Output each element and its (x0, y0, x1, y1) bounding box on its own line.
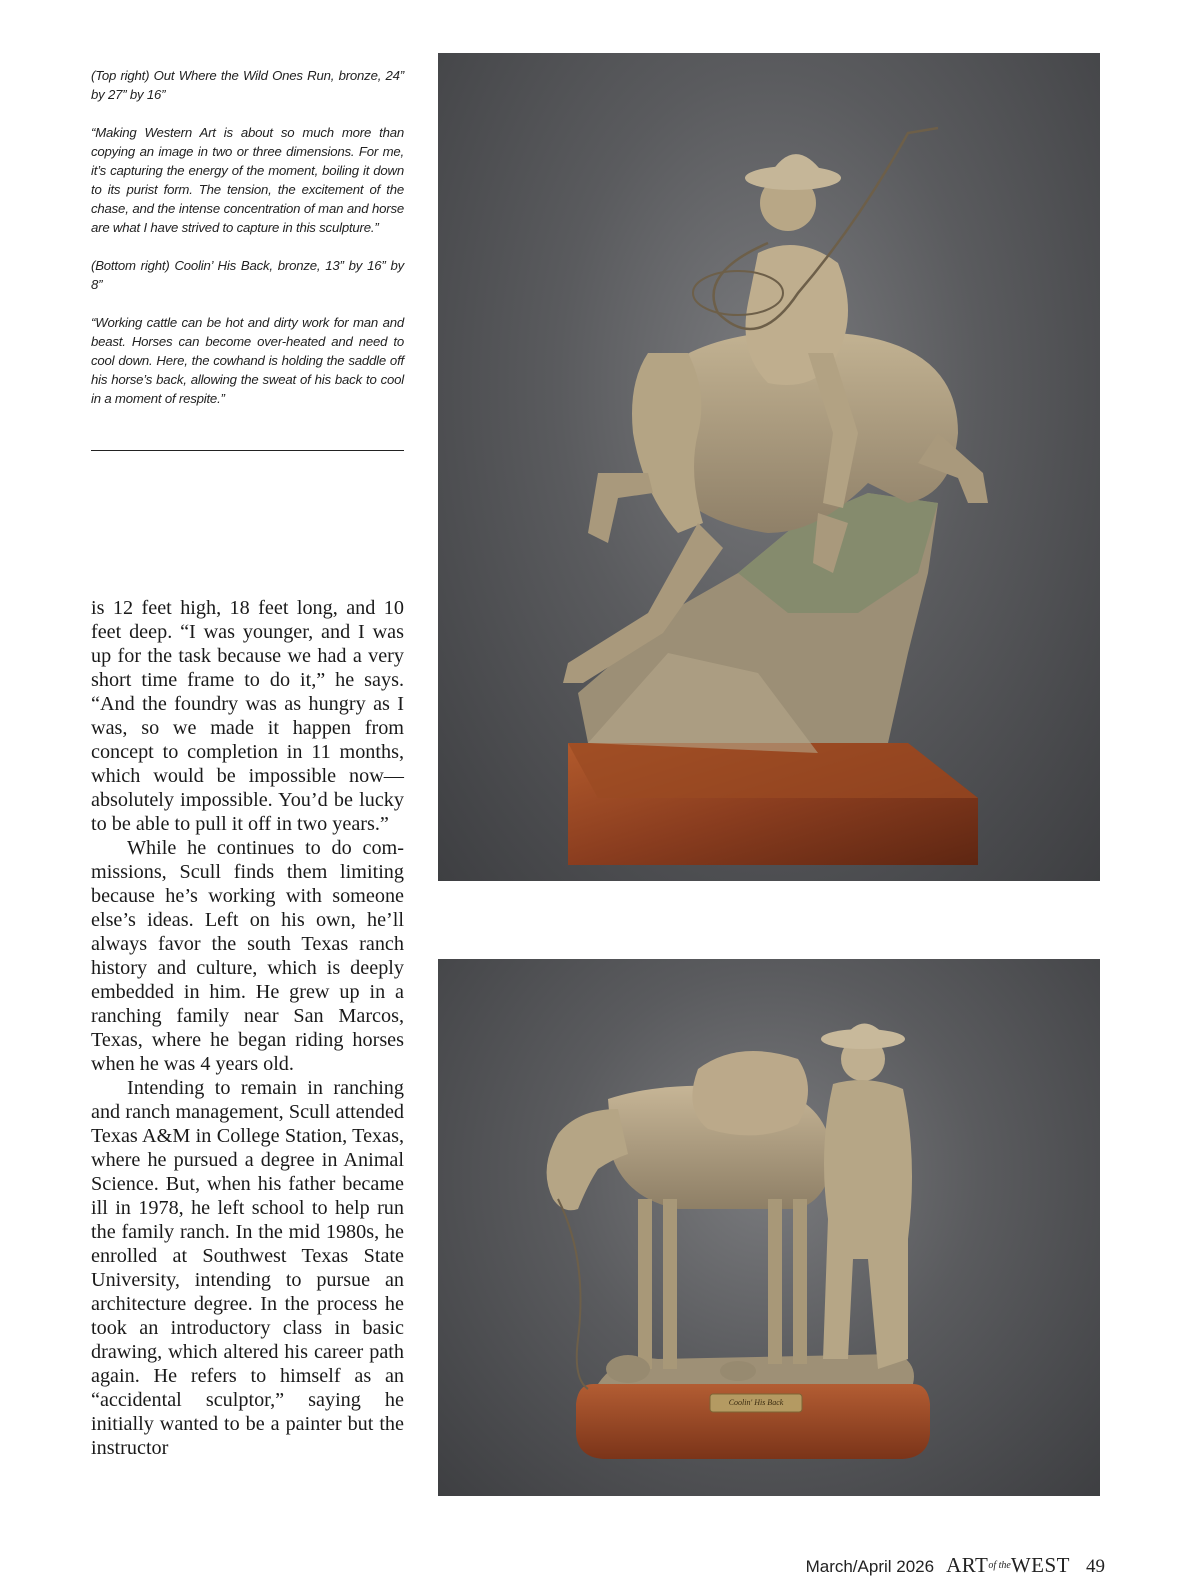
magazine-logo (946, 1553, 1070, 1578)
article-body (91, 596, 404, 1460)
photo-out-where-the-wild-ones-run (438, 53, 1100, 881)
page-number: 49 (1086, 1556, 1105, 1577)
plaque-text: Coolin' His Back (728, 1398, 784, 1407)
caption-top-quote: “Making Western Art is about so much more than copying an image in two or three dimensions. For me, it’s capturing the energy of the moment, boiling it down to its purist form. The tension, the excitement of the chase, and the intense concentration of man and horse are what I have strived to capture in this sculpture.” (91, 125, 404, 235)
photo-captions (91, 66, 404, 408)
logo-of-the: of the (988, 1560, 1011, 1571)
caption-top-title: (Top right) Out Where the Wild Ones Run, bronze, 24” by 27” by 16” (91, 68, 404, 102)
photo-coolin-his-back (438, 959, 1100, 1496)
caption-bottom-title: (Bottom right) Coolin’ His Back, bronze, 13” by 16” by 8” (91, 258, 404, 292)
logo-west: WEST (1010, 1553, 1070, 1577)
page-footer (806, 1553, 1105, 1577)
bronze-horse-rider-image (438, 53, 1100, 881)
body-paragraph: Intending to remain in ranching and ranch management, Scull attended Texas A&M in College Station, Texas, where he pursued a degree in Animal Science. But, when his father became ill in 1978, he left school to help run the family ranch. In the mid 1980s, he enrolled at Southwest Texas State University, intending to pursue an architecture degree. In the process he took an introductory class in basic drawing, which altered his career path again. He refers to himself as an “accidental sculptor,” saying he initially wanted to be a painter but the instructor (91, 1077, 404, 1459)
body-paragraph: While he continues to do commissions, Scull finds them limiting because he’s working with someone else’s ideas. Left on his own, he’ll always favor the south Texas ranch history and culture, which is deeply embedded in him. He grew up in a ranching family near San Marcos, Texas, where he began riding horses when he was 4 years old. (91, 837, 404, 1075)
bronze-cowhand-horse-image (438, 959, 1100, 1496)
body-paragraph: is 12 feet high, 18 feet long, and 10 feet deep. “I was younger, and I was up for the task because we had a very short time frame to do it,” he says. “And the foundry was as hungry as I was, so we made it happen from concept to completion in 11 months, which would be impossible now—absolutely impossible. You’d be lucky to be able to pull it off in two years.” (91, 597, 404, 835)
caption-divider (91, 450, 404, 451)
logo-art: ART (946, 1553, 989, 1577)
issue-date: March/April 2026 (805, 1557, 935, 1576)
caption-bottom-quote: “Working cattle can be hot and dirty work for man and beast. Horses can become over-heated and need to cool down. Here, the cowhand is holding the saddle off his horse’s back, allowing the sweat of his back to cool in a moment of respite.” (91, 315, 404, 406)
